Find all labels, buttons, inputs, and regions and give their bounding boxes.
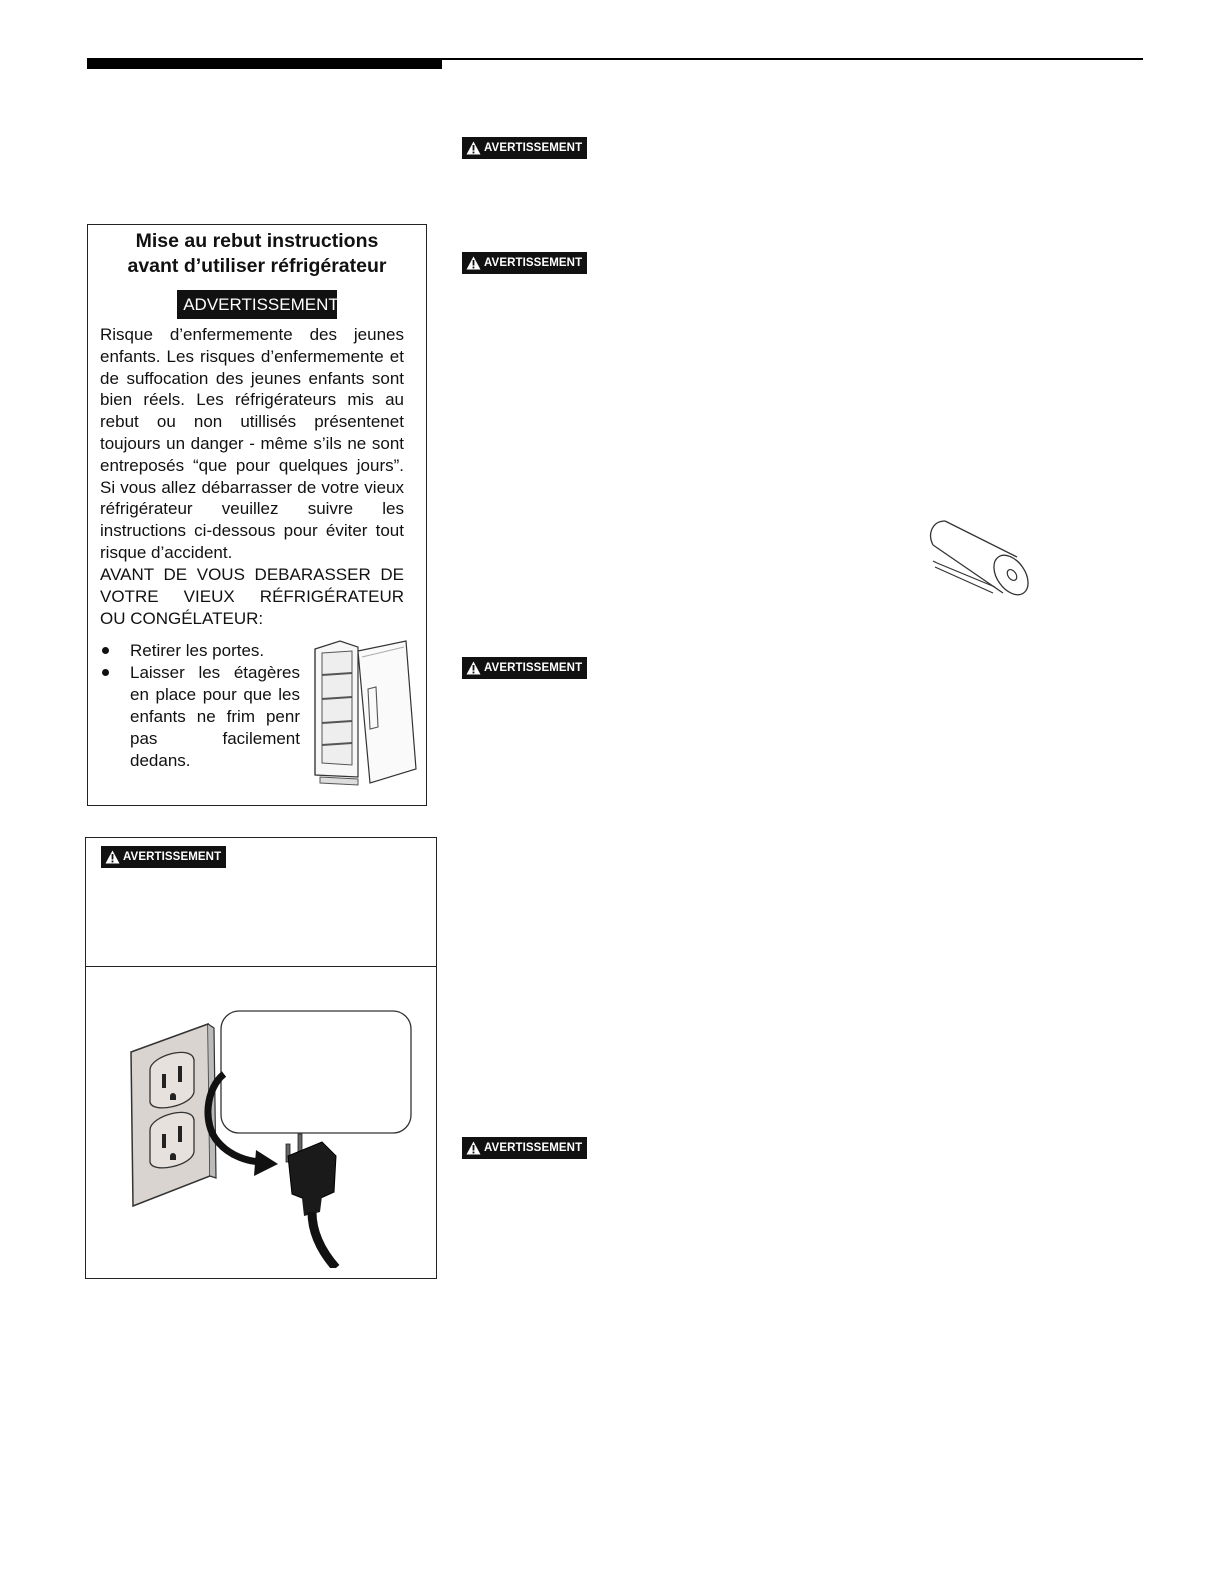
warning-triangle-icon xyxy=(105,850,120,864)
disposal-bullet-list xyxy=(100,640,300,772)
advertissement-label: ADVERTISSEMENT xyxy=(183,294,339,314)
header-rule-thick xyxy=(87,58,442,69)
electrical-warning-box xyxy=(85,837,437,1279)
caps-line-1: AVANT DE VOUS DEBARASSER DE xyxy=(100,565,404,584)
caps-line-3: OU CONGÉLATEUR: xyxy=(100,608,264,628)
warning-tag-4 xyxy=(462,1137,587,1159)
warning-label: AVERTISSEMENT xyxy=(484,142,583,154)
disposal-paragraph: Risque d’enfermemente des jeunes enfants. Les risques d’enfermemente et de suffocation des jeunes enfants sont bien réels. Les réfrigérateurs mis au rebut ou non utillisés présentenet toujours un danger - même s’ils ne sont entreposés “que pour quelques jours”. Si vous allez débarrasser de votre vieux réfrigérateur veuillez suivre les instructions ci-dessous pour éviter tout risque d’accident. xyxy=(100,325,404,562)
warning-label: AVERTISSEMENT xyxy=(484,662,583,674)
warning-label: AVERTISSEMENT xyxy=(484,257,583,269)
refrigerator-open-door-icon xyxy=(310,637,420,787)
wall-outlet-plug-icon xyxy=(126,1006,426,1268)
warning-triangle-icon xyxy=(466,1141,481,1155)
warning-tag-2 xyxy=(462,252,587,274)
disposal-title xyxy=(88,229,426,279)
warning-tag-3 xyxy=(462,657,587,679)
box-divider xyxy=(86,966,436,967)
caps-line-2: VOTRE VIEUX RÉFRIGÉRATEUR xyxy=(100,586,404,606)
warning-triangle-icon xyxy=(466,661,481,675)
warning-triangle-icon xyxy=(466,256,481,270)
disposal-title-line1: Mise au rebut instructions xyxy=(135,230,379,252)
warning-tag-1 xyxy=(462,137,587,159)
list-item: Laisser les étagères en place pour que les enfants ne frim penr pas facilement dedans. xyxy=(100,662,300,772)
advertissement-badge xyxy=(177,290,337,319)
disposal-instructions-box xyxy=(87,224,427,806)
warning-triangle-icon xyxy=(466,141,481,155)
disposal-title-line2: avant d’utiliser réfrigérateur xyxy=(127,255,387,277)
header-rule-thin xyxy=(442,58,1143,60)
warning-label: AVERTISSEMENT xyxy=(123,851,222,863)
warning-tag-electrical xyxy=(101,846,226,868)
warning-label: AVERTISSEMENT xyxy=(484,1142,583,1154)
list-item: Retirer les portes. xyxy=(100,640,300,662)
disposal-caps-heading xyxy=(100,564,404,629)
paper-towel-roll-icon xyxy=(925,515,1035,607)
